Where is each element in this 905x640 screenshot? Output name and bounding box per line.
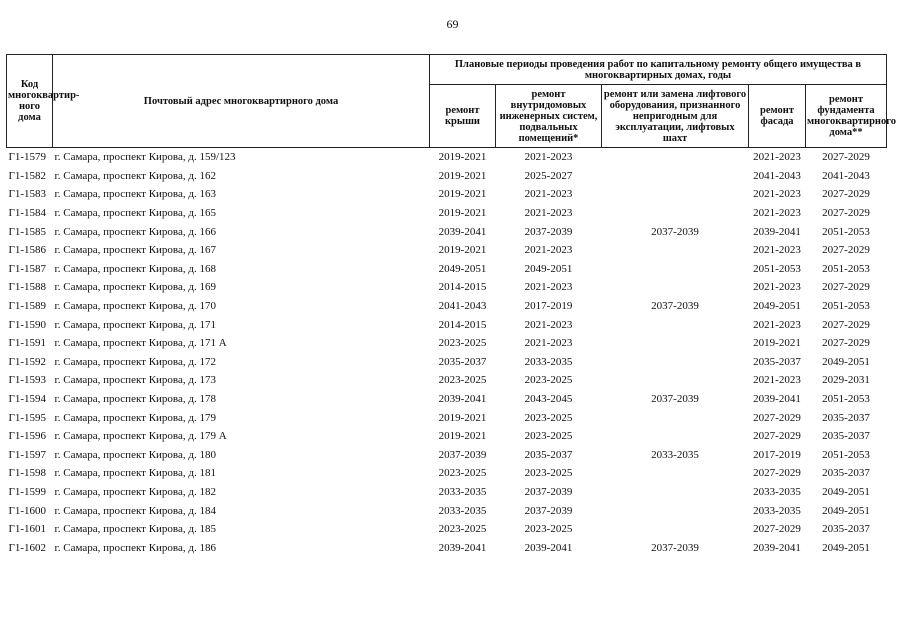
cell-address: г. Самара, проспект Кирова, д. 159/123: [53, 148, 430, 167]
cell-address: г. Самара, проспект Кирова, д. 178: [54, 393, 216, 406]
cell-systems: 2023-2025: [524, 411, 573, 424]
cell-foundation: 2051-2053: [822, 225, 870, 238]
table-row: [7, 464, 887, 483]
cell-systems: 2021-2023: [524, 188, 573, 201]
cell-code: Г1-1600: [8, 504, 47, 517]
table-row: [7, 538, 887, 557]
cell-lift: [602, 408, 749, 427]
cell-systems: 2033-2035: [524, 355, 573, 368]
cell-systems: 2021-2023: [524, 207, 573, 220]
cell-systems: 2025-2027: [524, 169, 573, 182]
cell-lift: [602, 353, 749, 372]
cell-facade: 2039-2041: [753, 393, 801, 406]
cell-code: Г1-1582: [8, 169, 47, 182]
header-foundation: ремонт фундамента многоквартирного дома**: [806, 85, 887, 148]
cell-foundation: 2049-2051: [822, 485, 870, 498]
cell-systems: 2037-2039: [524, 485, 573, 498]
cell-code: Г1-1583: [8, 188, 47, 201]
table-row: [7, 167, 887, 186]
cell-systems: 2023-2025: [524, 523, 573, 536]
cell-lift: 2037-2039: [651, 541, 699, 554]
cell-code: Г1-1587: [8, 262, 47, 275]
cell-facade: 2019-2021: [753, 337, 801, 350]
cell-foundation: 2027-2029: [822, 318, 870, 331]
cell-code: Г1-1585: [8, 225, 47, 238]
page-number: 69: [446, 17, 459, 31]
cell-code: Г1-1586: [8, 244, 47, 257]
cell-systems: 2021-2023: [524, 337, 573, 350]
cell-facade: 2017-2019: [753, 448, 801, 461]
cell-roof: 2035-2037: [438, 355, 487, 368]
cell-facade: 2049-2051: [753, 300, 801, 313]
cell-code: Г1-1588: [8, 281, 47, 294]
cell-facade: 2021-2023: [753, 188, 801, 201]
cell-foundation: 2027-2029: [822, 207, 870, 220]
cell-facade: 2051-2053: [753, 262, 801, 275]
cell-foundation: 2041-2043: [822, 169, 870, 182]
cell-roof: 2049-2051: [438, 262, 487, 275]
cell-address: г. Самара, проспект Кирова, д. 166: [54, 225, 216, 238]
cell-systems: 2023-2025: [524, 374, 573, 387]
header-lift: ремонт или замена лифтового оборудования, признанного непригодным для эксплуатации, лифтовых шахт: [602, 85, 749, 148]
cell-lift: [602, 334, 749, 353]
cell-lift: [602, 501, 749, 520]
table-row: [7, 222, 887, 241]
cell-systems: 2043-2045: [524, 393, 573, 406]
capital-repair-table: [6, 54, 896, 557]
cell-address: г. Самара, проспект Кирова, д. 182: [54, 485, 216, 498]
cell-address: г. Самара, проспект Кирова, д. 167: [54, 244, 216, 257]
cell-foundation: 2049-2051: [822, 541, 870, 554]
cell-address: г. Самара, проспект Кирова, д. 165: [54, 207, 216, 220]
cell-roof: 2039-2041: [438, 393, 487, 406]
cell-foundation: 2049-2051: [822, 355, 870, 368]
cell-address: г. Самара, проспект Кирова, д. 172: [54, 355, 216, 368]
cell-roof: 2014-2015: [438, 281, 487, 294]
cell-roof: 2014-2015: [438, 318, 487, 331]
cell-facade: 2039-2041: [753, 225, 801, 238]
table-row: [7, 371, 887, 390]
table-row: [7, 185, 887, 204]
cell-foundation: 2027-2029: [822, 244, 870, 257]
cell-roof: 2041-2043: [438, 300, 487, 313]
cell-foundation: 2029-2031: [822, 374, 870, 387]
cell-code: Г1-1593: [8, 374, 47, 387]
table-row: [7, 427, 887, 446]
cell-lift: [602, 278, 749, 297]
cell-facade: 2021-2023: [749, 148, 806, 167]
cell-code: Г1-1590: [8, 318, 47, 331]
cell-lift: [602, 371, 749, 390]
cell-foundation: 2027-2029: [822, 337, 870, 350]
cell-address: г. Самара, проспект Кирова, д. 179: [54, 411, 216, 424]
cell-address: г. Самара, проспект Кирова, д. 179 А: [54, 430, 227, 443]
table-row: [7, 315, 887, 334]
table-header: [7, 55, 896, 148]
table-row: [7, 241, 887, 260]
cell-roof: 2039-2041: [438, 541, 487, 554]
cell-roof: 2039-2041: [438, 225, 487, 238]
table-row: [7, 483, 887, 502]
cell-address: г. Самара, проспект Кирова, д. 171: [54, 318, 216, 331]
cell-roof: 2023-2025: [438, 467, 487, 480]
cell-facade: 2021-2023: [753, 374, 801, 387]
cell-systems: 2035-2037: [524, 448, 573, 461]
cell-roof: 2019-2021: [438, 207, 487, 220]
cell-systems: 2039-2041: [524, 541, 573, 554]
cell-roof: 2019-2021: [438, 411, 487, 424]
cell-systems: 2037-2039: [524, 225, 573, 238]
cell-facade: 2039-2041: [753, 541, 801, 554]
table-row: [7, 204, 887, 223]
cell-facade: 2027-2029: [753, 430, 801, 443]
cell-systems: 2049-2051: [524, 262, 573, 275]
cell-foundation: 2051-2053: [822, 262, 870, 275]
cell-foundation: 2035-2037: [822, 467, 870, 480]
cell-systems: 2023-2025: [524, 430, 573, 443]
cell-code: Г1-1601: [8, 523, 47, 536]
cell-lift: [602, 167, 749, 186]
cell-roof: 2033-2035: [438, 485, 487, 498]
table-row: [7, 520, 887, 539]
cell-lift: [602, 315, 749, 334]
cell-lift: [602, 241, 749, 260]
cell-roof: 2023-2025: [438, 523, 487, 536]
cell-address: г. Самара, проспект Кирова, д. 162: [54, 169, 216, 182]
table-row: [7, 334, 887, 353]
header-roof: ремонт крыши: [430, 85, 496, 148]
cell-code: Г1-1594: [8, 393, 47, 406]
cell-code: Г1-1599: [8, 485, 47, 498]
table-row: [7, 297, 887, 316]
cell-foundation: 2051-2053: [822, 448, 870, 461]
cell-systems: 2037-2039: [524, 504, 573, 517]
cell-address: г. Самара, проспект Кирова, д. 184: [54, 504, 216, 517]
cell-code: Г1-1598: [8, 467, 47, 480]
table-row: [7, 148, 887, 167]
cell-facade: 2021-2023: [753, 207, 801, 220]
cell-lift: 2037-2039: [651, 393, 699, 406]
cell-facade: 2027-2029: [753, 467, 801, 480]
cell-lift: [602, 204, 749, 223]
cell-code: Г1-1584: [8, 207, 47, 220]
cell-code: Г1-1596: [8, 430, 47, 443]
cell-code: Г1-1595: [8, 411, 47, 424]
cell-foundation: 2035-2037: [822, 411, 870, 424]
header-periods: Плановые периоды проведения работ по капитальному ремонту общего имущества в многоквартирных домах, годы: [430, 55, 887, 85]
cell-lift: [602, 520, 749, 539]
cell-foundation: 2035-2037: [822, 523, 870, 536]
cell-lift: [602, 185, 749, 204]
cell-roof: 2037-2039: [438, 448, 487, 461]
cell-facade: 2021-2023: [753, 318, 801, 331]
cell-lift: [602, 483, 749, 502]
header-address: Почтовый адрес многоквартирного дома: [53, 55, 430, 148]
cell-address: г. Самара, проспект Кирова, д. 170: [54, 300, 216, 313]
cell-address: г. Самара, проспект Кирова, д. 185: [54, 523, 216, 536]
cell-facade: 2021-2023: [753, 244, 801, 257]
cell-code: Г1-1591: [8, 337, 47, 350]
cell-facade: 2021-2023: [753, 281, 801, 294]
table-row: [7, 390, 887, 409]
cell-roof: 2033-2035: [438, 504, 487, 517]
cell-address: г. Самара, проспект Кирова, д. 169: [54, 281, 216, 294]
cell-roof: 2019-2021: [430, 148, 496, 167]
cell-facade: 2041-2043: [753, 169, 801, 182]
header-facade: ремонт фасада: [749, 85, 806, 148]
header-systems: ремонт внутридомовых инженерных систем, подвальных помещений*: [496, 85, 602, 148]
cell-lift: [602, 148, 749, 167]
cell-lift: [602, 464, 749, 483]
cell-systems: 2021-2023: [524, 244, 573, 257]
cell-code: Г1-1592: [8, 355, 47, 368]
cell-lift: 2037-2039: [651, 225, 699, 238]
cell-systems: 2023-2025: [524, 467, 573, 480]
cell-roof: 2019-2021: [438, 188, 487, 201]
table-row: [7, 353, 887, 372]
cell-foundation: 2027-2029: [806, 148, 887, 167]
cell-foundation: 2035-2037: [822, 430, 870, 443]
cell-roof: 2019-2021: [438, 169, 487, 182]
cell-lift: [602, 427, 749, 446]
table-row: [7, 408, 887, 427]
cell-lift: [602, 260, 749, 279]
cell-systems: 2021-2023: [524, 318, 573, 331]
table-body: [7, 148, 887, 558]
cell-lift: 2037-2039: [651, 300, 699, 313]
header-code: Код многоквартир-ного дома: [7, 55, 53, 148]
cell-systems: 2017-2019: [524, 300, 573, 313]
cell-code: Г1-1602: [8, 541, 47, 554]
cell-facade: 2033-2035: [753, 485, 801, 498]
cell-address: г. Самара, проспект Кирова, д. 163: [54, 188, 216, 201]
cell-address: г. Самара, проспект Кирова, д. 173: [54, 374, 216, 387]
cell-address: г. Самара, проспект Кирова, д. 180: [54, 448, 216, 461]
table-row: [7, 278, 887, 297]
cell-foundation: 2049-2051: [822, 504, 870, 517]
cell-foundation: 2027-2029: [822, 281, 870, 294]
cell-roof: 2019-2021: [438, 244, 487, 257]
cell-foundation: 2027-2029: [822, 188, 870, 201]
cell-roof: 2019-2021: [438, 430, 487, 443]
cell-address: г. Самара, проспект Кирова, д. 186: [54, 541, 216, 554]
cell-foundation: 2051-2053: [822, 300, 870, 313]
cell-foundation: 2051-2053: [822, 393, 870, 406]
cell-code: Г1-1597: [8, 448, 47, 461]
cell-code: Г1-1589: [8, 300, 47, 313]
cell-systems: 2021-2023: [496, 148, 602, 167]
cell-address: г. Самара, проспект Кирова, д. 171 А: [54, 337, 227, 350]
cell-code: Г1-1579: [7, 148, 53, 167]
cell-facade: 2027-2029: [753, 523, 801, 536]
cell-roof: 2023-2025: [438, 337, 487, 350]
table-row: [7, 501, 887, 520]
table-row: [7, 260, 887, 279]
cell-facade: 2033-2035: [753, 504, 801, 517]
cell-address: г. Самара, проспект Кирова, д. 168: [54, 262, 216, 275]
cell-roof: 2023-2025: [438, 374, 487, 387]
cell-facade: 2035-2037: [753, 355, 801, 368]
cell-address: г. Самара, проспект Кирова, д. 181: [54, 467, 216, 480]
cell-systems: 2021-2023: [524, 281, 573, 294]
cell-lift: 2033-2035: [651, 448, 699, 461]
cell-facade: 2027-2029: [753, 411, 801, 424]
table-row: [7, 446, 887, 465]
